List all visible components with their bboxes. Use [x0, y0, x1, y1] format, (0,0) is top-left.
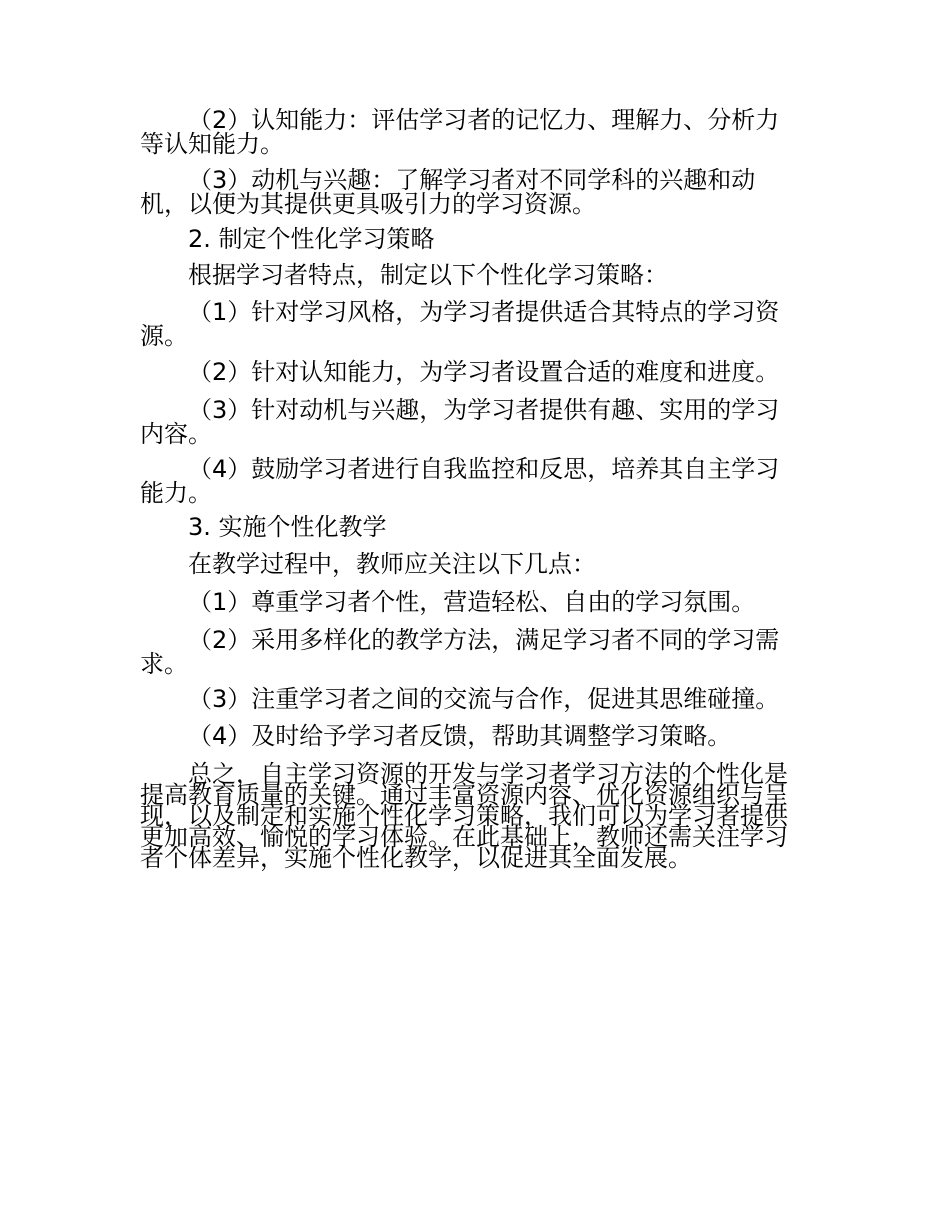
text-line: （1）尊重学习者个性，营造轻松、自由的学习氛围。 — [188, 588, 756, 616]
text-line: 等认知能力。 — [140, 130, 284, 158]
text-line: （2）认知能力：评估学习者的记忆力、理解力、分析力 — [188, 106, 780, 134]
text-line: （2）采用多样化的教学方法，满足学习者不同的学习需 — [188, 626, 780, 654]
text-line: 内容。 — [140, 420, 212, 448]
text-line: 能力。 — [140, 479, 212, 507]
text-line: 者个体差异，实施个性化教学，以促进其全面发展。 — [140, 844, 692, 872]
text-line: 根据学习者特点，制定以下个性化学习策略： — [188, 261, 668, 289]
text-line: 更加高效、愉悦的学习体验。在此基础上，教师还需关注学习 — [140, 823, 788, 851]
text-line: 在教学过程中，教师应关注以下几点： — [188, 550, 596, 578]
text-line: 求。 — [140, 650, 188, 678]
text-line: （4）鼓励学习者进行自我监控和反思，培养其自主学习 — [188, 455, 780, 483]
text-line: （1）针对学习风格，为学习者提供适合其特点的学习资 — [188, 298, 780, 326]
text-line: （4）及时给予学习者反馈，帮助其调整学习策略。 — [188, 722, 732, 750]
text-line: （3）注重学习者之间的交流与合作，促进其思维碰撞。 — [188, 685, 780, 713]
text-line: 提高教育质量的关键。通过丰富资源内容、优化资源组织与呈 — [140, 781, 788, 809]
text-line: （3）动机与兴趣：了解学习者对不同学科的兴趣和动 — [188, 166, 756, 194]
text-line: （2）针对认知能力，为学习者设置合适的难度和进度。 — [188, 358, 780, 386]
text-line: 现，以及制定和实施个性化学习策略，我们可以为学习者提供 — [140, 802, 788, 830]
section-heading: 3. 实施个性化教学 — [188, 513, 387, 541]
section-heading: 2. 制定个性化学习策略 — [188, 225, 435, 253]
text-line: 机，以便为其提供更具吸引力的学习资源。 — [140, 190, 596, 218]
text-line: （3）针对动机与兴趣，为学习者提供有趣、实用的学习 — [188, 396, 780, 424]
text-line: 总之，自主学习资源的开发与学习者学习方法的个性化是 — [188, 760, 788, 788]
text-line: 源。 — [140, 322, 188, 350]
